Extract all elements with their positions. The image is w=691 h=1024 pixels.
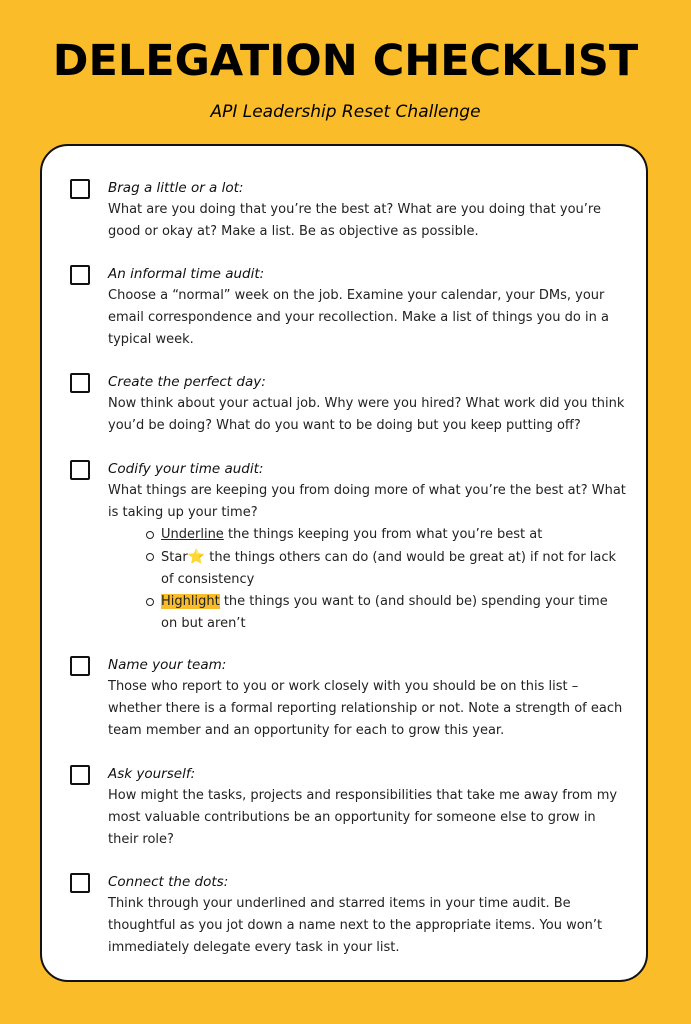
sub-item-text: the things keeping you from what you’re best at [223, 527, 543, 542]
checkbox[interactable] [70, 460, 90, 480]
checklist-card [40, 144, 648, 982]
item-heading: An informal time audit: [108, 266, 265, 282]
checkbox[interactable] [70, 873, 90, 893]
item-body: What are you doing that you’re the best at? What are you doing that you’re good or okay at? Make a list. Be as objective as possible. [108, 202, 601, 239]
page-subtitle: API Leadership Reset Challenge [210, 102, 481, 122]
item-body: Think through your underlined and starred items in your time audit. Be thoughtful as you jot down a name next to the appropriate items. You won’t immediately delegate every task in your list. [108, 896, 603, 955]
star-icon: ⭐ [187, 549, 206, 565]
sub-item-highlight [146, 591, 628, 635]
checkbox[interactable] [70, 765, 90, 785]
item-body: What things are keeping you from doing more of what you’re the best at? What is taking up your time? [108, 483, 626, 520]
sub-item-star [146, 546, 628, 591]
item-heading: Codify your time audit: [108, 461, 264, 477]
page-title: DELEGATION CHECKLIST [52, 36, 639, 86]
checkbox[interactable] [70, 373, 90, 393]
item-heading: Name your team: [108, 657, 227, 673]
sub-item-text: the things you want to (and should be) spending your time on but aren’t [161, 594, 608, 631]
item-heading: Connect the dots: [108, 874, 229, 890]
underline-label: Underline [161, 527, 224, 542]
sub-item-underline [146, 524, 628, 546]
item-heading: Brag a little or a lot: [108, 180, 244, 196]
item-body: Those who report to you or work closely with you should be on this list – whether there is a formal reporting relationship or not. Note a strength of each team member and an opportunity for each to grow this year. [108, 679, 623, 738]
checkbox[interactable] [70, 179, 90, 199]
item-heading: Create the perfect day: [108, 374, 266, 390]
item-body: Choose a “normal” week on the job. Examine your calendar, your DMs, your email correspondence and your recollection. Make a list of things you do in a typical week. [108, 288, 609, 347]
item-body: How might the tasks, projects and responsibilities that take me away from my most valuable contributions be an opportunity for someone else to grow in their role? [108, 788, 618, 847]
checkbox[interactable] [70, 265, 90, 285]
sub-list [108, 524, 628, 635]
sub-item-text: the things others can do (and would be great at) if not for lack of consistency [161, 550, 617, 587]
item-body: Now think about your actual job. Why were you hired? What work did you think you’d be doing? What do you want to be doing but you keep putting off? [108, 396, 625, 433]
highlight-label: Highlight [161, 594, 220, 609]
item-heading: Ask yourself: [108, 766, 196, 782]
checkbox[interactable] [70, 656, 90, 676]
star-label: Star [161, 550, 188, 565]
